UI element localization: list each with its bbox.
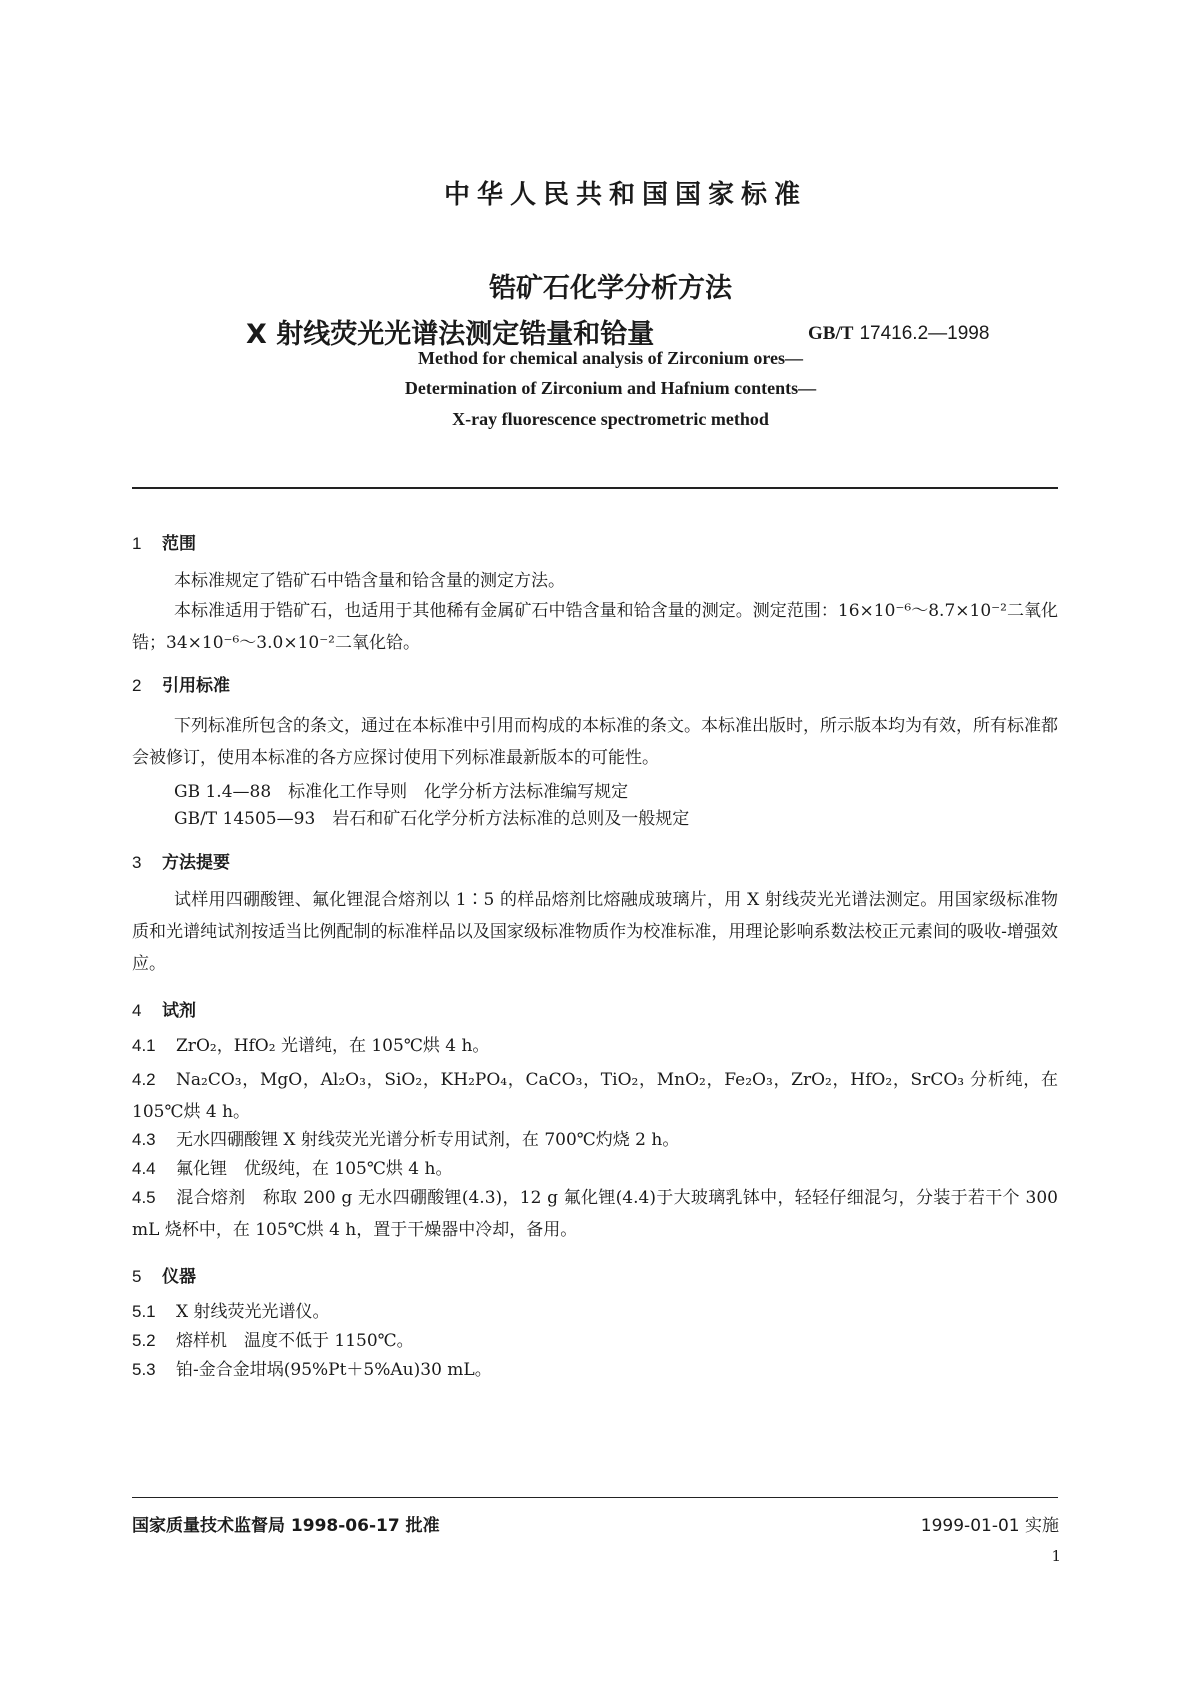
footer-divider [132, 1497, 1058, 1498]
item-text: 混合熔剂 称取 200 g 无水四硼酸锂(4.3)，12 g 氟化锂(4.4)于大玻璃乳钵中，轻轻仔细混匀，分装于若干个 300 mL 烧杯中，在 105℃烘 4 h，置于干燥器中冷却，备用。 [132, 1188, 1058, 1240]
item-number: 4.1 [132, 1036, 156, 1055]
reference-standard-2: GB/T 14505—93 岩石和矿石化学分析方法标准的总则及一般规定 [174, 809, 690, 829]
item-text: 熔样机 温度不低于 1150℃。 [176, 1331, 414, 1351]
item-text: Na₂CO₃，MgO，Al₂O₃，SiO₂，KH₂PO₄，CaCO₃，TiO₂，MnO₂，Fe₂O₃，ZrO₂，HfO₂，SrCO₃ 分析纯，在 105℃烘 4 h。 [132, 1070, 1058, 1122]
item-number: 4.2 [132, 1070, 156, 1089]
item-text: 铂-金合金坩埚(95%Pt＋5%Au)30 mL。 [176, 1360, 492, 1380]
item-number: 4.3 [132, 1130, 156, 1149]
section-title: 范围 [162, 534, 196, 554]
section-1-paragraph-2: 本标准适用于锆矿石，也适用于其他稀有金属矿石中锆含量和铪含量的测定。测定范围：16×10⁻⁶～8.7×10⁻²二氧化锆；34×10⁻⁶～3.0×10⁻²二氧化铪。 [132, 601, 1058, 653]
section-title: 仪器 [162, 1267, 196, 1287]
reagent-item [132, 1153, 1058, 1185]
section-number: 5 [132, 1267, 142, 1286]
item-number: 5.2 [132, 1331, 156, 1350]
item-text: 无水四硼酸锂 X 射线荧光光谱分析专用试剂，在 700℃灼烧 2 h。 [176, 1130, 680, 1150]
english-title-line-2: Determination of Zirconium and Hafnium contents— [404, 378, 817, 398]
section-title: 方法提要 [162, 853, 230, 873]
section-1-heading [132, 529, 196, 554]
english-title-line-1: Method for chemical analysis of Zirconium ores— [418, 348, 803, 368]
section-1-paragraph-1: 本标准规定了锆矿石中锆含量和铪含量的测定方法。 [174, 571, 565, 591]
standard-number-value: 17416.2—1998 [859, 323, 990, 344]
item-text: ZrO₂，HfO₂ 光谱纯，在 105℃烘 4 h。 [176, 1036, 490, 1056]
reagent-item [132, 1182, 1058, 1246]
title-line-1: 锆矿石化学分析方法 [489, 273, 732, 304]
section-2-heading [132, 671, 230, 696]
item-number: 5.1 [132, 1302, 156, 1321]
english-title-line-3: X-ray fluorescence spectrometric method [452, 409, 769, 429]
section-title: 试剂 [162, 1001, 196, 1021]
section-3-paragraph-1: 试样用四硼酸锂、氟化锂混合熔剂以 1∶5 的样品熔剂比熔融成玻璃片，用 X 射线荧光光谱法测定。用国家级标准物质和光谱纯试剂按适当比例配制的标准样品以及国家级标准物质作为校准标准，用理论影响系数法校正元素间的吸收-增强效应。 [132, 890, 1058, 974]
item-number: 4.5 [132, 1188, 156, 1207]
header-divider [132, 487, 1058, 489]
section-number: 1 [132, 534, 142, 553]
standard-number [808, 322, 989, 345]
reagent-item [132, 1124, 1058, 1156]
apparatus-item [132, 1354, 1058, 1386]
apparatus-item [132, 1325, 1058, 1357]
reference-standard-1: GB 1.4—88 标准化工作导则 化学分析方法标准编写规定 [174, 782, 629, 802]
reagent-item [132, 1064, 1058, 1128]
section-2-paragraph-1: 下列标准所包含的条文，通过在本标准中引用而构成的本标准的条文。本标准出版时，所示版本均为有效，所有标准都会被修订，使用本标准的各方应探讨使用下列标准最新版本的可能性。 [132, 716, 1058, 768]
reagent-item [132, 1030, 1058, 1062]
approval-statement: 国家质量技术监督局 1998-06-17 批准 [132, 1516, 440, 1536]
item-number: 5.3 [132, 1360, 156, 1379]
item-text: X 射线荧光光谱仪。 [176, 1302, 330, 1322]
item-text: 氟化锂 优级纯，在 105℃烘 4 h。 [176, 1159, 453, 1179]
standard-category-header: 中华人民共和国国家标准 [443, 180, 807, 210]
section-title: 引用标准 [162, 676, 230, 696]
section-number: 3 [132, 853, 142, 872]
standard-number-prefix: GB/T [808, 323, 854, 344]
section-5-heading [132, 1262, 196, 1287]
item-number: 4.4 [132, 1159, 156, 1178]
apparatus-item [132, 1296, 1058, 1328]
title-line-2: X 射线荧光光谱法测定锆量和铪量 [246, 319, 655, 350]
implementation-date: 1999-01-01 实施 [920, 1516, 1059, 1536]
section-number: 4 [132, 1001, 142, 1020]
section-3-heading [132, 848, 230, 873]
section-4-heading [132, 996, 196, 1021]
page-number: 1 [1051, 1547, 1061, 1565]
section-number: 2 [132, 676, 142, 695]
